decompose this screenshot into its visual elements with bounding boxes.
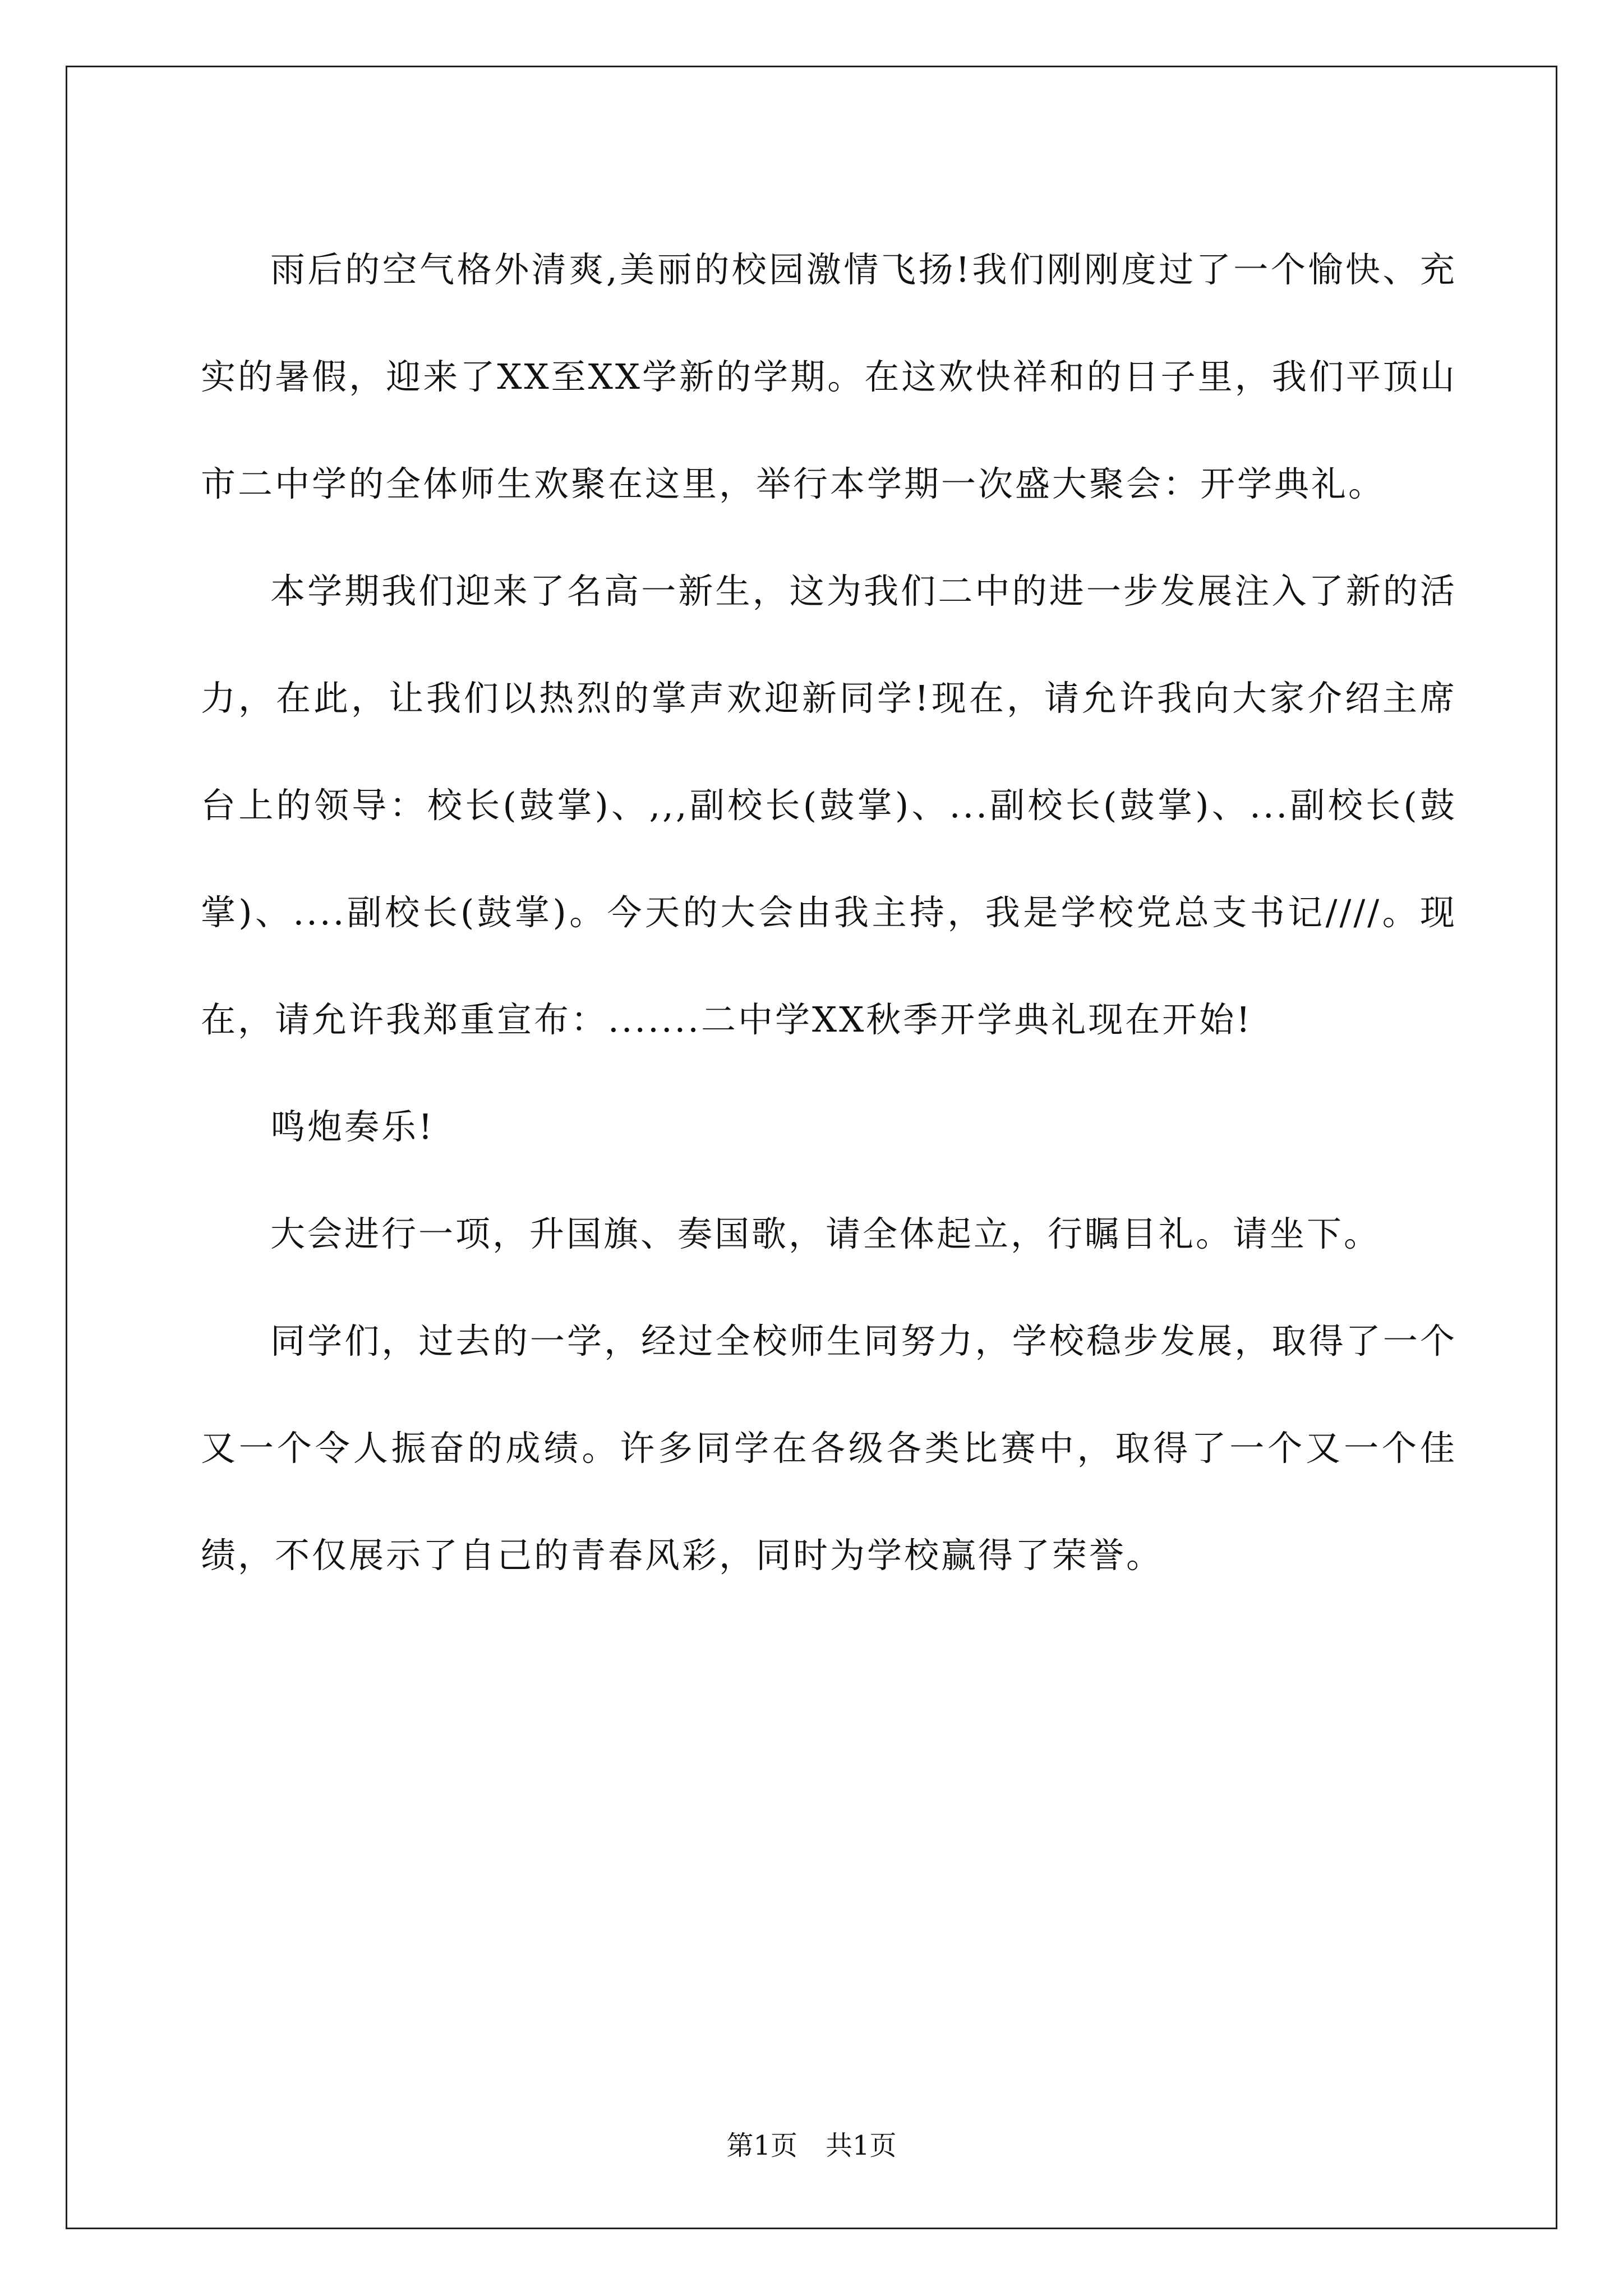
paragraph-4: 大会进行一项，升国旗、奏国歌，请全体起立，行瞩目礼。请坐下。 [270,1213,1381,1254]
document-body [201,216,1457,1609]
page-number-total: 共1页 [826,2130,897,2161]
page-number-current: 第1页 [726,2130,797,2161]
paragraph-1: 雨后的空气格外清爽,美丽的校园激情飞扬!我们刚刚度过了一个愉快、充实的暑假，迎来了XX至XX学新的学期。在这欢快祥和的日子里，我们平顶山市二中学的全体师生欢聚在这里，举行本学期一次盛大聚会：开学典礼。 [201,249,1457,504]
paragraph-5: 同学们，过去的一学，经过全校师生同努力，学校稳步发展，取得了一个又一个令人振奋的成绩。许多同学在各级各类比赛中，取得了一个又一个佳绩，不仅展示了自己的青春风彩，同时为学校赢得了荣誉。 [201,1320,1457,1576]
paragraph-3: 鸣炮奏乐! [270,1106,435,1147]
paragraph-2: 本学期我们迎来了名高一新生，这为我们二中的进一步发展注入了新的活力，在此，让我们以热烈的掌声欢迎新同学!现在，请允许我向大家介绍主席台上的领导：校长(鼓掌)、,,,副校长(鼓掌)、...副校长(鼓掌)、...副校长(鼓掌)、....副校长(鼓掌)。今天的大会由我主持，我是学校党总支书记////。现在，请允许我郑重宣布：.......二中学XX秋季开学典礼现在开始! [201,570,1457,1040]
page-footer [0,2129,1623,2162]
